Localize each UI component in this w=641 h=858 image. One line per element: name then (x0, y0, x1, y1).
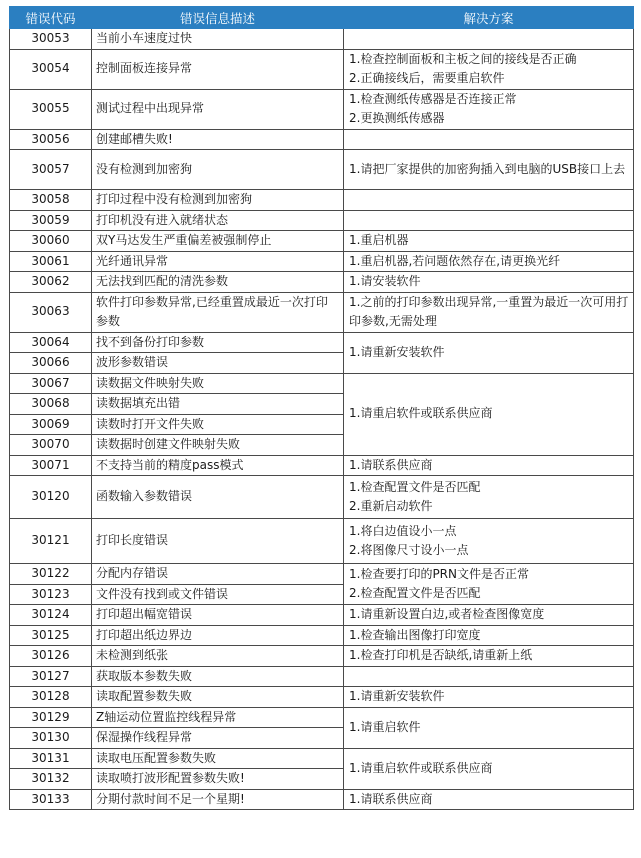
table-header-row (10, 7, 634, 29)
error-description: 读数时打开文件失败 (92, 414, 344, 435)
solution-line: 2.重新启动软件 (349, 499, 433, 513)
table-row (10, 210, 634, 231)
error-description: 打印超出纸边界边 (92, 625, 344, 646)
error-code: 30071 (10, 455, 92, 476)
error-description: 不支持当前的精度pass模式 (92, 455, 344, 476)
error-code: 30057 (10, 150, 92, 190)
table-row (10, 625, 634, 646)
solution: 1.请把厂家提供的加密狗插入到电脑的USB接口上去 (344, 150, 634, 190)
error-code: 30060 (10, 231, 92, 252)
solution: 1.重启机器,若问题依然存在,请更换光纤 (344, 251, 634, 272)
solution-line: 1.检查配置文件是否匹配 (349, 480, 481, 494)
table-row (10, 190, 634, 211)
error-description: 分期付款时间不足一个星期! (92, 789, 344, 810)
error-code: 30063 (10, 292, 92, 332)
error-description: 控制面板连接异常 (92, 49, 344, 89)
error-code: 30059 (10, 210, 92, 231)
error-description: 读取配置参数失败 (92, 687, 344, 708)
error-description: 获取版本参数失败 (92, 666, 344, 687)
solution (344, 564, 634, 605)
error-code: 30124 (10, 605, 92, 626)
error-code: 30067 (10, 373, 92, 394)
error-code: 30053 (10, 29, 92, 50)
table-row (10, 748, 634, 769)
error-description: 读取电压配置参数失败 (92, 748, 344, 769)
error-description: 读数据文件映射失败 (92, 373, 344, 394)
table-row (10, 129, 634, 150)
solution (344, 476, 634, 519)
solution-line: 1.检查测纸传感器是否连接正常 (349, 92, 517, 106)
error-code: 30131 (10, 748, 92, 769)
table-row (10, 707, 634, 728)
error-description: 软件打印参数异常,已经重置成最近一次打印参数 (92, 292, 344, 332)
table-row (10, 29, 634, 50)
table-row (10, 646, 634, 667)
error-code: 30056 (10, 129, 92, 150)
error-description: 光纤通讯异常 (92, 251, 344, 272)
solution: 1.请重启软件或联系供应商 (344, 373, 634, 455)
header-solution: 解决方案 (344, 7, 634, 29)
solution: 1.请重启软件 (344, 707, 634, 748)
error-code: 30120 (10, 476, 92, 519)
error-description: 无法找到匹配的清洗参数 (92, 272, 344, 293)
error-code: 30127 (10, 666, 92, 687)
solution (344, 519, 634, 564)
solution-line: 1.将白边值设小一点 (349, 524, 457, 538)
header-error-code: 错误代码 (10, 7, 92, 29)
error-description: 保湿操作线程异常 (92, 728, 344, 749)
error-description: 函数输入参数错误 (92, 476, 344, 519)
error-code: 30126 (10, 646, 92, 667)
solution: 1.请安装软件 (344, 272, 634, 293)
solution: 1.重启机器 (344, 231, 634, 252)
error-code: 30054 (10, 49, 92, 89)
solution: 1.之前的打印参数出现异常,一重置为最近一次可用打印参数,无需处理 (344, 292, 634, 332)
error-code: 30066 (10, 353, 92, 374)
table-row (10, 666, 634, 687)
table-row (10, 251, 634, 272)
error-description: 分配内存错误 (92, 564, 344, 585)
error-description: 当前小车速度过快 (92, 29, 344, 50)
solution (344, 666, 634, 687)
error-code: 30132 (10, 769, 92, 790)
error-description: 打印过程中没有检测到加密狗 (92, 190, 344, 211)
error-code: 30128 (10, 687, 92, 708)
solution (344, 129, 634, 150)
error-description: 打印机没有进入就绪状态 (92, 210, 344, 231)
solution (344, 89, 634, 129)
error-code: 30122 (10, 564, 92, 585)
solution: 1.请重启软件或联系供应商 (344, 748, 634, 789)
error-description: 没有检测到加密狗 (92, 150, 344, 190)
table-row (10, 455, 634, 476)
error-code: 30064 (10, 332, 92, 353)
header-error-description: 错误信息描述 (92, 7, 344, 29)
solution-line: 2.检查配置文件是否匹配 (349, 586, 481, 600)
solution: 1.请重新安装软件 (344, 687, 634, 708)
table-row (10, 789, 634, 810)
table-row (10, 519, 634, 564)
error-description: 波形参数错误 (92, 353, 344, 374)
error-code: 30125 (10, 625, 92, 646)
error-description: 找不到备份打印参数 (92, 332, 344, 353)
error-description: 创建邮槽失败! (92, 129, 344, 150)
solution: 1.请重新安装软件 (344, 332, 634, 373)
error-code: 30055 (10, 89, 92, 129)
error-description: 打印长度错误 (92, 519, 344, 564)
error-code: 30070 (10, 435, 92, 456)
error-description: 文件没有找到或文件错误 (92, 584, 344, 605)
table-row (10, 564, 634, 585)
solution (344, 49, 634, 89)
solution: 1.请联系供应商 (344, 789, 634, 810)
table-row (10, 292, 634, 332)
solution-line: 2.将图像尺寸设小一点 (349, 543, 469, 557)
error-description: Z轴运动位置监控线程异常 (92, 707, 344, 728)
table-row (10, 373, 634, 394)
error-code: 30123 (10, 584, 92, 605)
table-row (10, 687, 634, 708)
table-row (10, 605, 634, 626)
error-code: 30061 (10, 251, 92, 272)
solution: 1.请联系供应商 (344, 455, 634, 476)
error-description: 未检测到纸张 (92, 646, 344, 667)
table-row (10, 476, 634, 519)
error-description: 打印超出幅宽错误 (92, 605, 344, 626)
error-description: 测试过程中出现异常 (92, 89, 344, 129)
error-code: 30130 (10, 728, 92, 749)
error-code-table-container (9, 6, 633, 810)
error-code-table (9, 6, 634, 810)
error-description: 双Y马达发生严重偏差被强制停止 (92, 231, 344, 252)
error-description: 读数据填充出错 (92, 394, 344, 415)
solution: 1.检查打印机是否缺纸,请重新上纸 (344, 646, 634, 667)
solution (344, 29, 634, 50)
table-row (10, 272, 634, 293)
error-description: 读取喷打波形配置参数失败! (92, 769, 344, 790)
solution-line: 1.检查要打印的PRN文件是否正常 (349, 567, 530, 581)
error-code: 30069 (10, 414, 92, 435)
table-row (10, 49, 634, 89)
solution-line: 2.正确接线后，需要重启软件 (349, 71, 505, 85)
table-row (10, 332, 634, 353)
error-code: 30058 (10, 190, 92, 211)
error-code: 30133 (10, 789, 92, 810)
error-description: 读数据时创建文件映射失败 (92, 435, 344, 456)
error-code: 30121 (10, 519, 92, 564)
error-code: 30062 (10, 272, 92, 293)
solution-line: 1.检查控制面板和主板之间的接线是否正确 (349, 52, 577, 66)
table-row (10, 231, 634, 252)
solution: 1.请重新设置白边,或者检查图像宽度 (344, 605, 634, 626)
table-row (10, 89, 634, 129)
solution-line: 2.更换测纸传感器 (349, 111, 445, 125)
solution (344, 190, 634, 211)
solution (344, 210, 634, 231)
table-row (10, 150, 634, 190)
solution: 1.检查输出图像打印宽度 (344, 625, 634, 646)
error-code: 30129 (10, 707, 92, 728)
error-code: 30068 (10, 394, 92, 415)
